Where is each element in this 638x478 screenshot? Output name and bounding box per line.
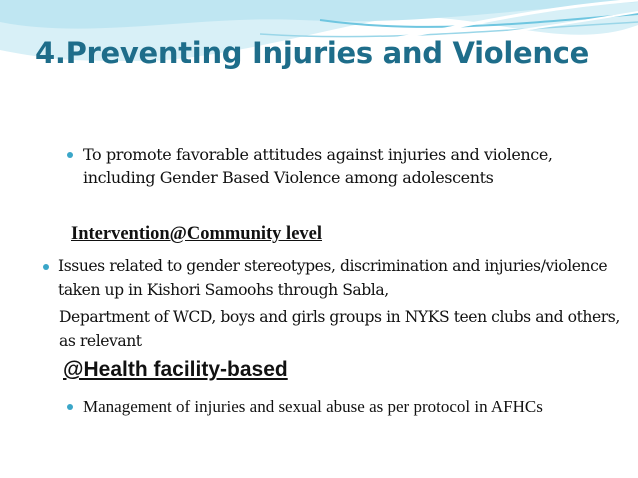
bullet-text-issues-continuation: Department of WCD, boys and girls groups in NYKS teen clubs and others, as relevant: [59, 308, 620, 350]
subheading-community-level: Intervention@Community level: [71, 224, 323, 244]
subheading-health-facility: @Health facility-based: [63, 358, 288, 381]
bullet-icon: [67, 152, 73, 158]
bullet-text-issues: [58, 255, 628, 353]
slide-title: 4.Preventing Injuries and Violence: [35, 36, 590, 70]
bullet-text-attitudes: To promote favorable attitudes against injuries and violence, including Gender Based Violence among adolescents: [83, 145, 553, 187]
bullet-text-issues-line: Issues related to gender stereotypes, discrimination and injuries/violence taken up in Kishori Samoohs through Sabla,: [58, 257, 608, 299]
bullet-icon: [43, 264, 49, 270]
bullet-icon: [67, 404, 73, 410]
bullet-text-management: Management of injuries and sexual abuse as per protocol in AFHCs: [83, 397, 543, 416]
